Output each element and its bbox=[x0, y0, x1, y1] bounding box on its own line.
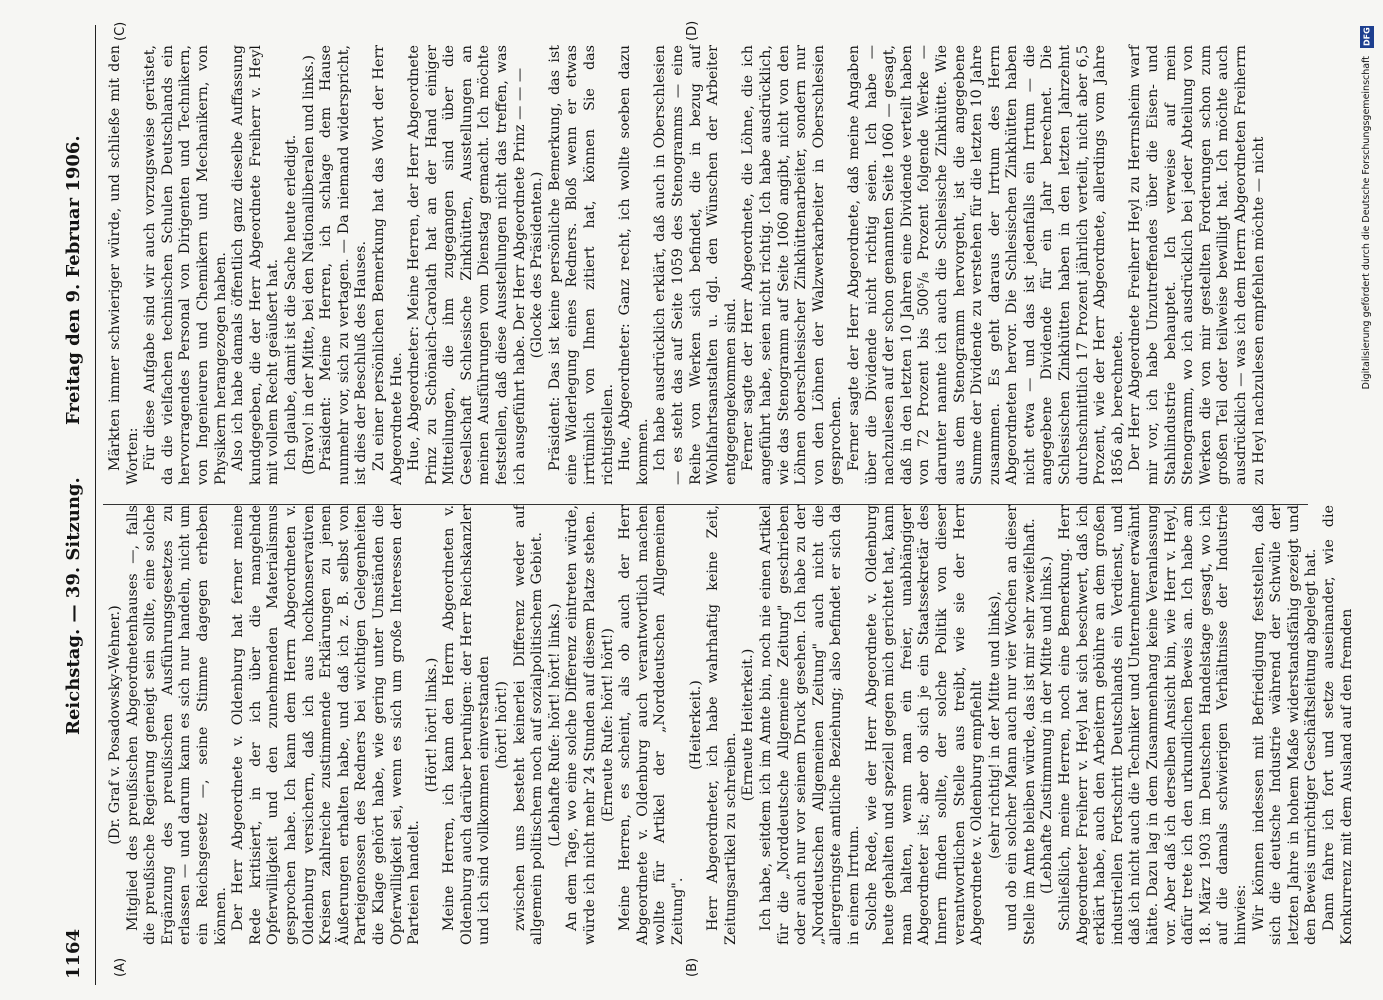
paragraph: Ferner sagte der Herr Abgeordnete, die Löhne, die ich angeführt habe, seien nicht richtig. Ich habe ausdrücklich, wie das Stenogramm auf Seite 1060 angibt, nicht von den Löhnen oberschlesischer Zinkhüttenarbeiter, sondern nur von den Löhnen der Walzwerkarbeiter in Oberschlesien gesprochen. bbox=[740, 45, 845, 485]
page-header bbox=[55, 25, 96, 985]
speaker-heading: (Dr. Graf v. Posadowsky-Wehner.) bbox=[107, 605, 123, 845]
paragraph: Präsident: Meine Herren, ich schlage dem Hause nunmehr vor, sich zu vertagen. — Da niemand widerspricht, ist dies der Beschluß des Hauses. bbox=[318, 45, 370, 485]
paragraph: Meine Herren, ich kann den Herrn Abgeordneten v. Oldenburg auch darüber beruhigen: der Herr Reichskanzler und ich sind vollkommen einverstanden bbox=[441, 505, 493, 945]
margin-letter-a: (A) bbox=[113, 957, 128, 977]
paragraph: (Lebhafte Rufe: hört! hört! links.) bbox=[546, 603, 563, 847]
rotated-page-content bbox=[55, 20, 1355, 985]
paragraph: Ich glaube, damit ist die Sache heute erledigt. bbox=[282, 134, 299, 471]
paragraph: Für diese Aufgabe sind wir auch vorzugsweise gerüstet, da die vielfachen technischen Schulen Deutschlands ein hervorragendes Personal von Dirigenten und Technikern, von Ingenieuren und Chemikern und Mechanikern, von Physikern herangezogen haben. bbox=[142, 45, 229, 485]
paragraph: Der Herr Abgeordnete Freiherr Heyl zu Herrnsheim warf mir vor, ich habe Unzutreffendes über die Eisen- und Stahlindustrie behauptet. Ich verweise auf mein Stenogramm, wo ich ausdrücklich bei jeder Abteilung von Werken die von mir gestellten Forderungen schon zum großen Teil oder teilweise bewilligt hat. Ich möchte auch ausdrücklich — was ich dem Herrn Abgeordneten Freiherrn zu Heyl nachzulesen empfehlen möchte — nicht bbox=[1127, 45, 1267, 485]
margin-letter-d: (D) bbox=[685, 20, 700, 41]
margin-letter-c: (C) bbox=[113, 21, 128, 41]
paragraph: Mitglied des preußischen Abgeordnetenhauses —, falls die preußische Regierung geneigt sein sollte, eine solche Ergänzung des preußischen Ausführungsgesetzes zu erlassen — und darum kann es sich nur handeln, nicht um ein Reichsgesetz —, seine Stimme dagegen erheben können. bbox=[124, 505, 229, 945]
paragraph: Also ich habe damals öffentlich ganz dieselbe Auffassung kundgegeben, die der Herr Abgeordnete Freiherr v. Heyl mit vollem Recht geäußert hat. bbox=[230, 45, 282, 485]
paragraph: An dem Tage, wo eine solche Differenz eintreten würde, würde ich nicht mehr 24 Stunden auf diesem Platze stehen. bbox=[564, 505, 599, 945]
text-column-left bbox=[107, 505, 1355, 945]
paragraph: (Heiterkeit.) bbox=[687, 680, 704, 770]
paragraph: (Lebhafte Zustimmung in der Mitte und links.) bbox=[1039, 555, 1056, 895]
paragraph: (sehr richtig! in der Mitte und links), bbox=[986, 591, 1003, 859]
paragraph: Dann fahre ich fort und setze auseinander, wie die Konkurrenz mit dem Ausland auf den fremden bbox=[1320, 505, 1355, 945]
paragraph: (hört! hört!) bbox=[494, 681, 511, 769]
paragraph: Hue, Abgeordneter: Meine Herren, der Herr Abgeordnete Prinz zu Schönaich-Carolath hat an der Hand einiger Mitteilungen, die ihm zugegangen sind über die Gesellschaft Schlesische Zinkhütten, Ausstellungen an meinen Ausführungen vom Dienstag gemacht. Ich möchte feststellen, daß diese Ausstellungen nicht das treffen, was ich ausgeführt habe. Der Herr Abgeordnete Prinz — — — bbox=[406, 45, 528, 485]
paragraph: Ich habe ausdrücklich erklärt, daß auch in Oberschlesien — es steht das auf Seite 1059 des Stenogramms — eine Reihe von Werken sich befindet, die in bezug auf Wohlfahrtsanstalten u. dgl. den Wünschen der Arbeiter entgegengekommen sind. bbox=[652, 45, 739, 485]
paragraph: Präsident: Das ist keine persönliche Bemerkung, das ist eine Widerlegung eines Redners. Bloß wenn er etwas irrtümlich von Ihnen zitiert hat, können Sie das richtigstellen. bbox=[546, 45, 616, 485]
paragraph: (Erneute Heiterkeit.) bbox=[740, 648, 757, 802]
paragraph: (Bravo! in der Mitte, bei den Nationalliberalen und links.) bbox=[300, 55, 317, 475]
column-divider bbox=[103, 504, 1308, 505]
paragraph: (Erneute Rufe: hört! hört!) bbox=[599, 628, 616, 822]
paragraph: Hue, Abgeordneter: Ganz recht, ich wollte soeben dazu kommen. bbox=[617, 45, 651, 485]
dfg-logo: DFG bbox=[1360, 26, 1374, 48]
paragraph: Schließlich, meine Herren, noch eine Bemerkung. Herr Abgeordneter Freiherr v. Heyl hat sich beschwert, daß ich erklärt habe, auch den Arbeitern gebühre an dem großen industriellen Fortschritt Deutschlands ein Verdienst, und daß ich nicht auch die Techniker und Unternehmer erwähnt hätte. Dazu lag in dem Zusammenhang keine Veranlassung vor. Aber daß ich derselben Ansicht bin, wie Herr v. Heyl, dafür trete ich den urkundlichen Beweis an. Ich habe am 18. März 1903 im Deutschen Handelstage gesagt, wo ich auf die damals schwierigen Verhältnisse der Industrie hinwies: bbox=[1057, 505, 1249, 945]
margin-letter-b: (B) bbox=[685, 957, 700, 977]
paragraph: (Hört! hört! links.) bbox=[423, 657, 440, 793]
digitization-strip bbox=[1352, 20, 1382, 980]
paragraph: Ich habe, seitdem ich im Amte bin, noch nie einen Artikel für die „Norddeutsche Allgemeine Zeitung" geschrieben oder auch nur vor seinem Druck gesehen. Ich habe zu der „Norddeutschen Allgemeinen Zeitung" auch nicht die allergeringste amtliche Beziehung; also befindet er sich da in einem Irrtum. bbox=[757, 505, 862, 945]
paragraph: (Glocke des Präsidenten.) bbox=[529, 171, 546, 359]
paragraph: Zu einer persönlichen Bemerkung hat das Wort der Herr Abgeordnete Hue. bbox=[370, 45, 405, 485]
page-number: 1164 bbox=[63, 928, 84, 979]
paragraph: Der Herr Abgeordnete v. Oldenburg hat ferner meine Rede kritisiert, in der ich über die mangelnde Opferwilligkeit und den zunehmenden Materialismus gesprochen habe. Ich kann dem Herrn Abgeordneten v. Oldenburg versichern, daß ich aus hochkonservativen Kreisen zahlreiche zustimmende Erklärungen zu jenen Äußerungen erhalten habe, und daß ich z. B. selbst von Parteigenossen des Redners bei wichtigen Gelegenheiten die Klage gehört habe, wie gering unter Umständen die Opferwilligkeit sei, wenn es sich um große Interessen der Parteien handelt. bbox=[230, 505, 423, 945]
paragraph: Wir können indessen mit Befriedigung feststellen, daß sich die deutsche Industrie während der Schwüle der letzten Jahre in hohem Maße widerstandsfähig gezeigt und den Beweis unrichtiger Geschäftsleitung abgelegt hat. bbox=[1250, 505, 1320, 945]
paragraph: Ferner sagte der Herr Abgeordnete, daß meine Angaben über die Dividende nicht richtig seien. Ich habe — nachzulesen auf der schon genannten Seite 1060 — gesagt, daß in den letzten 10 Jahren eine Dividende verteilt haben von 72 Prozent bis 500⁵/₈ Prozent folgende Werke — darunter nannte ich auch die Schlesische Zinkhütte. Wie aus dem Stenogramm hervorgeht, ist die angegebene Summe der Dividende zu verstehen für die letzten 10 Jahre zusammen. Es geht daraus der Irrtum des Herrn Abgeordneten hervor. Die Schlesischen Zinkhütten haben nicht etwa — und das ist jedenfalls ein Irrtum — die angegebene Dividende für ein Jahr berechnet. Die Schlesischen Zinkhütten haben in den letzten Jahrzehnt durchschnittlich 17 Prozent jährlich verteilt, nicht aber 6,5 Prozent, wie der Herr Abgeordnete, allerdings vom Jahre 1856 ab, berechnete. bbox=[845, 45, 1126, 485]
header-right-title: Freitag den 9. Februar 1906. bbox=[63, 135, 84, 425]
paragraph: Herr Abgeordneter, ich habe wahrhaftig keine Zeit, Zeitungsartikel zu schreiben. bbox=[705, 505, 739, 945]
paragraph: zwischen uns besteht keinerlei Differenz weder auf allgemein politischem noch auf sozialpolitischem Gebiet. bbox=[511, 505, 546, 945]
paragraph: Meine Herren, es scheint, als ob auch der Herr Abgeordnete v. Oldenburg auch verantwortlich machen wollte für Artikel der „Norddeutschen Allgemeinen Zeitung". bbox=[617, 505, 686, 945]
paragraph: Märkten immer schwieriger würde, und schließe mit den Worten: bbox=[107, 45, 141, 485]
text-column-right bbox=[107, 45, 1307, 485]
digitization-note: Digitalisierung gefördert durch die Deutsche Forschungsgemeinschaft bbox=[1361, 56, 1372, 390]
header-left-title: Reichstag. — 39. Sitzung. bbox=[63, 477, 84, 735]
paragraph: Solche Rede, wie der Herr Abgeordnete v. Oldenburg heute gehalten und speziell gegen mich gerichtet hat, kann man halten, wenn man ein freier, unabhängiger Abgeordneter ist; aber ob sich je ein Staatssekretär des Innern finden sollte, der solche Politik von dieser verantwortlichen Stelle aus treibt, wie sie der Herr Abgeordnete v. Oldenburg empfiehlt bbox=[863, 505, 986, 945]
paragraph: und ob ein solcher Mann auch nur vier Wochen an dieser Stelle im Amte bleiben würde, das ist mir sehr zweifelhaft. bbox=[1004, 505, 1038, 945]
